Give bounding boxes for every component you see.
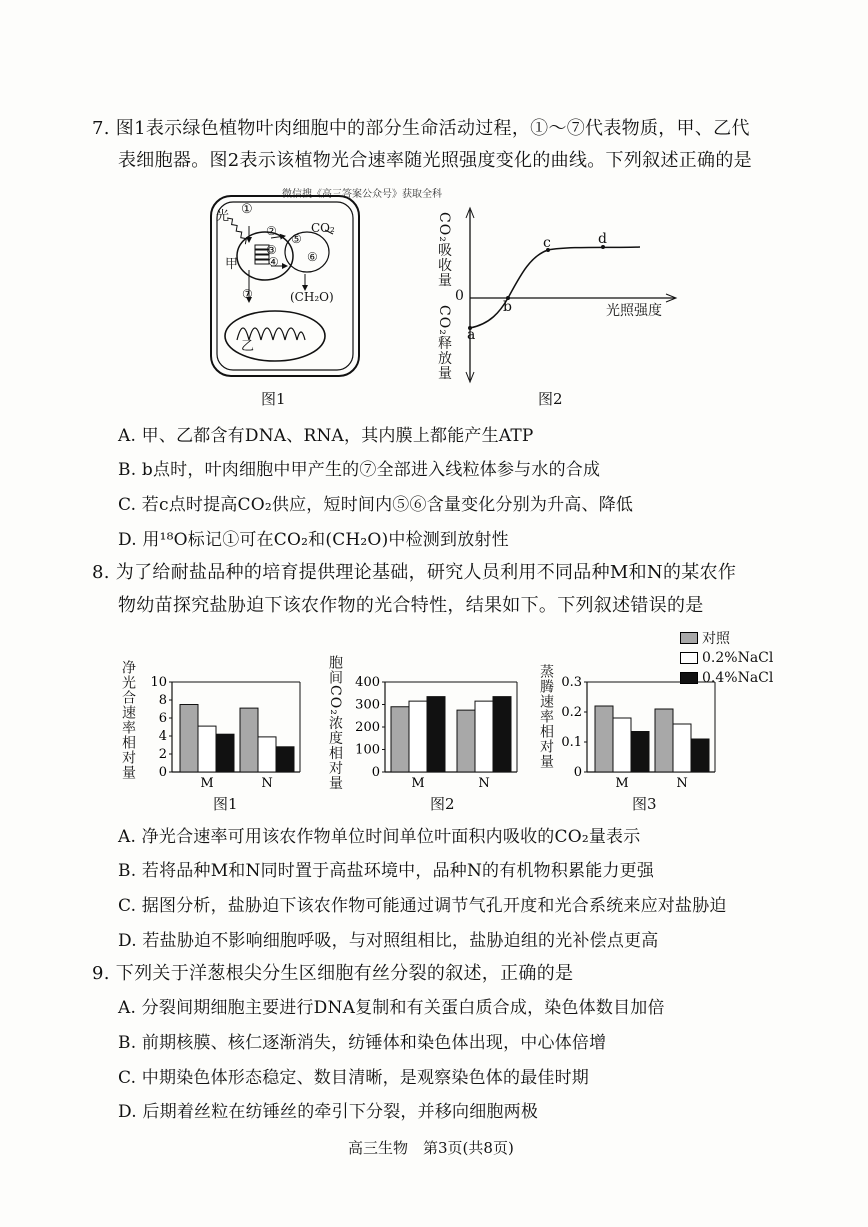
x-category-label: N (261, 776, 273, 791)
y-tick-label: 4 (158, 729, 167, 744)
label-ch2o: (CH₂O) (290, 290, 334, 304)
bar (198, 726, 216, 772)
y-tick-label: 300 (355, 697, 380, 713)
legend-label-02nacl: 0.2%NaCl (702, 650, 774, 666)
legend-swatch-02nacl (680, 652, 698, 664)
x-category-label: M (615, 776, 629, 791)
q8-option-c: C. 据图分析，盐胁迫下该农作物可能通过调节气孔开度和光合系统来应对盐胁迫 (118, 896, 727, 916)
label-m2: ② (266, 224, 277, 238)
bar (216, 734, 234, 772)
y-tick-label: 100 (355, 742, 380, 758)
legend-label-control: 对照 (702, 631, 730, 647)
y-tick-label: 200 (355, 720, 380, 735)
light-curve-graph (440, 200, 680, 385)
chloroplast-shape (237, 232, 293, 280)
chart3-caption: 图3 (632, 795, 657, 813)
y-tick-label: 0.1 (561, 735, 582, 750)
q8-option-d: D. 若盐胁迫不影响细胞呼吸，与对照组相比，盐胁迫组的光补偿点更高 (118, 931, 659, 951)
transpiration-chart (553, 672, 723, 802)
y-tick-label: 0.3 (561, 675, 582, 690)
y-tick-label: 2 (158, 747, 167, 762)
origin-label: 0 (455, 288, 464, 304)
q9-option-c: C. 中期染色体形态稳定、数目清晰，是观察染色体的最佳时期 (118, 1068, 590, 1088)
legend-swatch-control (680, 632, 698, 644)
y-tick-label: 8 (158, 693, 167, 708)
label-jia: 甲 (225, 257, 239, 272)
bar (457, 710, 475, 772)
label-m3: ③ (266, 243, 277, 257)
point-a: a (467, 327, 476, 343)
x-category-label: M (411, 776, 425, 791)
label-m7: ⑦ (242, 287, 253, 301)
q8-stem-line2: 物幼苗探究盐胁迫下该农作物的光合特性，结果如下。下列叙述错误的是 (118, 595, 704, 616)
q9-option-b: B. 前期核膜、核仁逐渐消失，纺锤体和染色体出现，中心体倍增 (118, 1033, 607, 1053)
page-footer: 高三生物 第3页(共8页) (348, 1139, 514, 1157)
watermark: 微信搜《高三答案公众号》获取全科 (282, 189, 442, 200)
chart2-caption: 图2 (430, 795, 455, 813)
bar (409, 701, 427, 772)
bar (691, 739, 709, 772)
q7-option-b: B. b点时，叶肉细胞中甲产生的⑦全部进入线粒体参与水的合成 (118, 460, 601, 480)
bar (655, 709, 673, 772)
q7-option-d: D. 用¹⁸O标记①可在CO₂和(CH₂O)中检测到放射性 (118, 530, 509, 550)
q9-stem: 9. 下列关于洋葱根尖分生区细胞有丝分裂的叙述，正确的是 (92, 963, 574, 984)
q9-option-a: A. 分裂间期细胞主要进行DNA复制和有关蛋白质合成，染色体数目加倍 (118, 998, 665, 1018)
mitochondrion-shape (225, 311, 325, 361)
fig2-caption: 图2 (538, 390, 563, 408)
net-photosynthesis-chart (140, 672, 310, 802)
q8-option-a: A. 净光合速率可用该农作物单位时间单位叶面积内吸收的CO₂量表示 (118, 827, 641, 847)
bar (276, 747, 294, 772)
q7-stem-line1: 7. 图1表示绿色植物叶肉细胞中的部分生命活动过程，①～⑦代表物质，甲、乙代 (92, 118, 750, 139)
q8-option-b: B. 若将品种M和N同时置于高盐环境中，品种N的有机物积累能力更强 (118, 861, 655, 881)
label-yi: 乙 (241, 339, 255, 354)
point-d: d (598, 231, 607, 247)
q7-option-c: C. 若c点时提高CO₂供应，短时间内⑤⑥含量变化分别为升高、降低 (118, 495, 634, 515)
q9-option-d: D. 后期着丝粒在纺锤丝的牵引下分裂，并移向细胞两极 (118, 1102, 539, 1122)
legend-item-control (680, 628, 773, 648)
label-m4: ④ (268, 255, 279, 269)
y-axis-up-label: CO₂吸收量 (436, 212, 452, 288)
fig1-caption: 图1 (261, 390, 286, 408)
label-m6: ⑥ (307, 250, 318, 264)
x-category-label: N (478, 776, 490, 791)
y-tick-label: 10 (150, 675, 167, 690)
q7-stem-line2: 表细胞器。图2表示该植物光合速率随光照强度变化的曲线。下列叙述正确的是 (118, 150, 752, 171)
label-m5: ⑤ (291, 232, 302, 246)
y-tick-label: 400 (355, 675, 380, 690)
y-tick-label: 6 (158, 711, 167, 726)
bar (258, 737, 276, 772)
y-tick-label: 0 (371, 765, 380, 780)
bar (493, 697, 511, 772)
label-m1: ① (241, 202, 253, 217)
bar (240, 708, 258, 772)
bar (595, 706, 613, 772)
label-co2: CO₂ (311, 221, 335, 235)
x-axis-label: 光照强度 (606, 303, 662, 319)
chart1-ylabel: 净光合速率相对量 (120, 660, 136, 780)
bar (631, 732, 649, 773)
bar (180, 705, 198, 773)
label-light: 光 (216, 209, 230, 224)
bar (475, 701, 493, 772)
q7-option-a: A. 甲、乙都含有DNA、RNA，其内膜上都能产生ATP (118, 426, 534, 446)
y-tick-label: 0 (158, 765, 167, 780)
bar (673, 724, 691, 772)
chart3-ylabel: 蒸腾速率相对量 (538, 664, 554, 769)
legend-item-02nacl (680, 648, 773, 668)
q8-stem-line1: 8. 为了给耐盐品种的培育提供理论基础，研究人员利用不同品种M和N的某农作 (92, 562, 737, 583)
bar (427, 697, 445, 772)
bar (391, 707, 409, 772)
x-category-label: N (676, 776, 688, 791)
y-tick-label: 0.2 (561, 705, 582, 720)
point-b: b (503, 299, 512, 315)
chart2-ylabel: 胞间CO₂浓度相对量 (327, 655, 343, 791)
y-axis-down-label: CO₂释放量 (436, 305, 452, 381)
intercellular-co2-chart (343, 672, 523, 802)
y-tick-label: 0 (573, 765, 582, 780)
chart1-caption: 图1 (213, 795, 238, 813)
x-category-label: M (200, 776, 214, 791)
bar (613, 718, 631, 772)
point-c: c (543, 235, 551, 251)
legend-label-04nacl: 0.4%NaCl (702, 670, 774, 686)
